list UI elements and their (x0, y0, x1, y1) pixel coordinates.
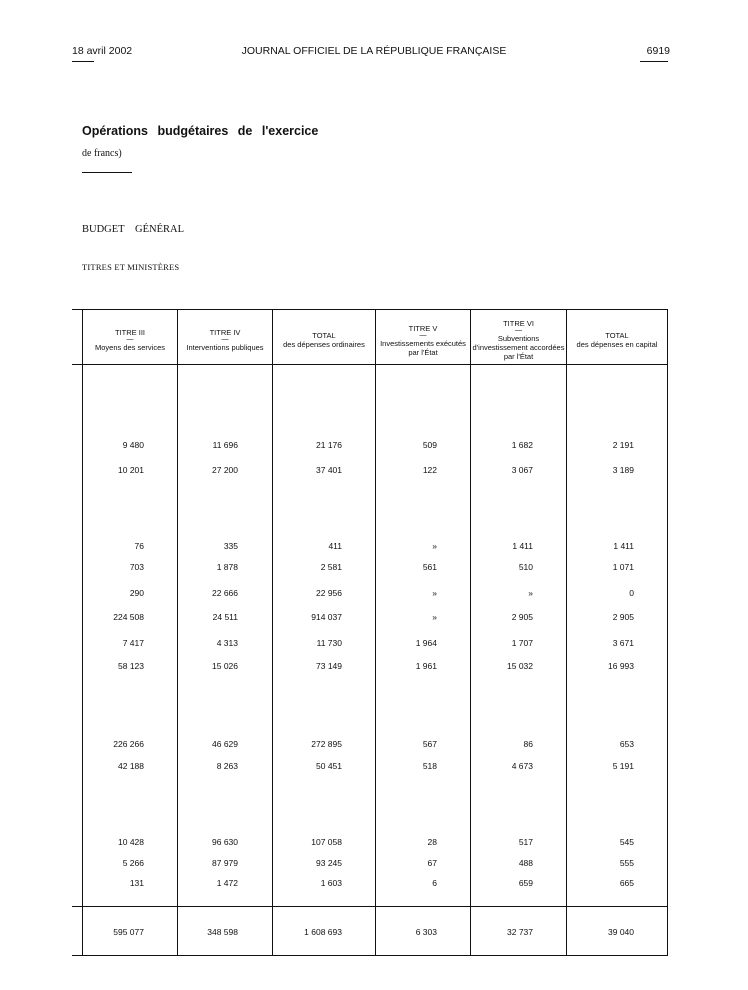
total-cell: 348 598 (207, 927, 238, 937)
column-header-top: TITRE IV (209, 328, 241, 337)
column-header-top: TITRE VI (503, 319, 534, 328)
table-cell: 509 (422, 440, 437, 450)
table-cell: 659 (518, 878, 533, 888)
document-subtitle: de francs) (82, 148, 122, 159)
table-cell: 555 (619, 858, 634, 868)
table-cell: 22 666 (212, 588, 238, 598)
table-cell: 3 189 (612, 465, 634, 475)
column-header-bottom: des dépenses ordinaires (283, 340, 365, 349)
table-cell: » (432, 588, 437, 598)
col-divider (470, 309, 471, 955)
table-cell: 11 696 (212, 440, 238, 450)
table-cell: 5 266 (122, 858, 144, 868)
column-header (178, 316, 272, 364)
table-cell: 703 (129, 562, 144, 572)
table-cell: 4 313 (216, 638, 238, 648)
column-header-dash: — (221, 336, 229, 343)
column-header-bottom: Moyens des services (94, 343, 166, 352)
table-cell: 122 (422, 465, 437, 475)
col-divider (82, 309, 83, 955)
table-cell: 518 (422, 761, 437, 771)
header-rule-left (72, 61, 94, 62)
table-cell: 567 (422, 739, 437, 749)
table-cell: 96 630 (212, 837, 238, 847)
table-top-rule (72, 309, 668, 310)
column-header-dash: — (515, 327, 522, 334)
table-cell: 665 (619, 878, 634, 888)
table-cell: 76 (134, 541, 144, 551)
table-cell: 335 (223, 541, 238, 551)
header-date: 18 avril 2002 (72, 45, 133, 57)
column-header (471, 316, 566, 364)
subtitle-rule (82, 172, 132, 173)
column-header (273, 316, 375, 364)
table-cell: 27 200 (212, 465, 238, 475)
total-top-rule (72, 906, 668, 907)
header-bottom-rule (72, 364, 668, 365)
table-cell: 50 451 (316, 761, 342, 771)
column-header-top: TOTAL (605, 331, 629, 340)
table-cell: 411 (328, 541, 342, 551)
table-cell: 1 411 (613, 541, 634, 551)
table-cell: 58 123 (118, 661, 144, 671)
document-title: Opérations budgétaires de l'exercice (82, 124, 319, 138)
header-rule-right (640, 61, 668, 62)
table-cell: » (432, 612, 437, 622)
table-cell: 510 (518, 562, 533, 572)
table-cell: 11 730 (316, 638, 342, 648)
table-cell: 15 026 (212, 661, 238, 671)
table-cell: 488 (518, 858, 533, 868)
table-cell: 5 191 (612, 761, 634, 771)
table-cell: 93 245 (316, 858, 342, 868)
table-cell: 24 511 (212, 612, 238, 622)
table-cell: 86 (523, 739, 533, 749)
table-cell: 6 (432, 878, 437, 888)
table-cell: 9 480 (122, 440, 144, 450)
column-header-bottom: Subventions d'investissement accordées par l'État (472, 334, 565, 361)
total-cell: 6 303 (415, 927, 437, 937)
column-header-dash: — (419, 331, 427, 339)
table-cell: 272 895 (311, 739, 342, 749)
column-header-dash: — (126, 336, 134, 343)
table-cell: 545 (619, 837, 634, 847)
table-cell: 1 411 (512, 541, 533, 551)
column-header (83, 316, 177, 364)
page-number: 6919 (646, 45, 670, 57)
table-cell: 37 401 (316, 465, 342, 475)
table-cell: 10 201 (118, 465, 144, 475)
table-cell: 7 417 (122, 638, 144, 648)
table-bottom-rule (72, 955, 668, 956)
table-cell: 517 (518, 837, 533, 847)
column-header-top: TITRE V (408, 323, 438, 333)
table-cell: 1 682 (511, 440, 533, 450)
table-cell: 3 067 (511, 465, 533, 475)
table-cell: 561 (422, 562, 437, 572)
col-divider (667, 309, 668, 955)
table-cell: 0 (629, 588, 634, 598)
table-cell: 1 071 (612, 562, 634, 572)
table-cell: 4 673 (511, 761, 533, 771)
table-cell: 107 058 (311, 837, 342, 847)
table-cell: 16 993 (608, 661, 634, 671)
total-cell: 595 077 (113, 927, 144, 937)
table-cell: 2 581 (320, 562, 342, 572)
total-cell: 1 608 693 (304, 927, 342, 937)
table-cell: 21 176 (316, 440, 342, 450)
column-header-bottom: Interventions publiques (186, 343, 264, 352)
section-heading: BUDGET GÉNÉRAL (82, 224, 185, 235)
table-cell: 73 149 (316, 661, 342, 671)
journal-title: JOURNAL OFFICIEL DE LA RÉPUBLIQUE FRANÇAISE (241, 45, 507, 57)
table-cell: 290 (129, 588, 144, 598)
table-cell: 42 188 (118, 761, 144, 771)
column-header-bottom: des dépenses en capital (576, 340, 658, 349)
table-cell: » (528, 588, 533, 598)
table-cell: 3 671 (612, 638, 634, 648)
table-cell: 914 037 (311, 612, 342, 622)
table-cell: 226 266 (113, 739, 144, 749)
table-cell: 2 905 (511, 612, 533, 622)
table-cell: » (432, 541, 437, 551)
table-cell: 1 878 (216, 562, 238, 572)
table-cell: 653 (619, 739, 634, 749)
col-divider (272, 309, 273, 955)
table-cell: 46 629 (212, 739, 238, 749)
col-divider (375, 309, 376, 955)
table-cell: 8 263 (216, 761, 238, 771)
table-cell: 1 964 (415, 638, 437, 648)
table-cell: 1 472 (216, 878, 238, 888)
table-cell: 15 032 (507, 661, 533, 671)
table-cell: 2 191 (612, 440, 634, 450)
table-cell: 224 508 (113, 612, 144, 622)
table-cell: 87 979 (212, 858, 238, 868)
subsection-heading: TITRES ET MINISTÈRES (82, 262, 180, 272)
total-cell: 39 040 (608, 927, 634, 937)
table-cell: 2 905 (612, 612, 634, 622)
table-cell: 67 (427, 858, 437, 868)
table-cell: 1 961 (415, 661, 437, 671)
table-cell: 10 428 (118, 837, 144, 847)
table-cell: 28 (427, 837, 437, 847)
column-header-top: TITRE III (115, 328, 145, 337)
col-divider (566, 309, 567, 955)
col-divider (177, 309, 178, 955)
total-cell: 32 737 (507, 927, 533, 937)
table-cell: 22 956 (316, 588, 342, 598)
table-cell: 131 (129, 878, 144, 888)
column-header (567, 316, 667, 364)
column-header-bottom: Investissements exécutés par l'État (380, 338, 466, 357)
column-header-top: TOTAL (312, 331, 336, 340)
column-header (376, 316, 470, 364)
table-cell: 1 603 (320, 878, 342, 888)
table-cell: 1 707 (511, 638, 533, 648)
